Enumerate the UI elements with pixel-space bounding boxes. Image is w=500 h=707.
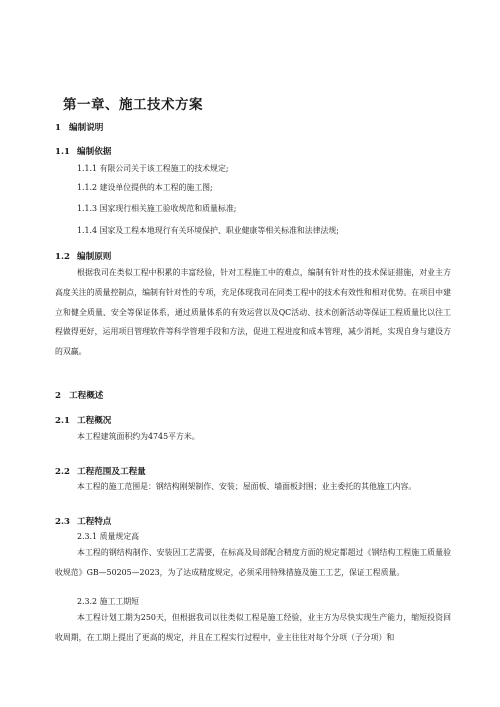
section-title: 工程范围及工程量 (77, 467, 146, 477)
paragraph-scope: 本工程的施工范围是：钢结构刚架制作、安装；屋面板、墙面板封围；业主委托的其他施工内容。 (77, 482, 417, 491)
section-number: 2.3 (55, 517, 70, 527)
section-heading-1-2 (55, 250, 111, 262)
paragraph-principles: 根据我司在类似工程中积累的丰富经验，针对工程施工中的难点，编制有针对性的技术保证措施，对业主方高度关注的质量控制点，编制有针对性的专项，充足体现我司在同类工程中的技术有效性和相对优势。在项目中建立和健全质量、安全等保证体系，通过质量体系的有效运营以及QC活动、技术创新活动等保证工程质量比以往工程做得更好，运用项目管理软件等科学管理手段和方法，促进工程进度和成本管理，减少消耗，实现自身与建设方的双赢。 (55, 268, 451, 357)
chapter-title: 第一章、施工技术方案 (63, 97, 203, 113)
paragraph-overview: 本工程建筑面积约为4745平方米。 (77, 432, 200, 441)
section-heading-1 (55, 121, 103, 133)
section-title: 工程概述 (69, 391, 104, 401)
section-number: 2.2 (55, 467, 70, 477)
subsection-title: 2.3.1 质量规定高 (77, 532, 140, 541)
subsection-title: 2.3.2 施工工期短 (77, 597, 140, 606)
list-item: 1.1.3 国家现行相关施工验收规范和质量标准; (77, 204, 237, 213)
section-number: 1.2 (55, 252, 70, 262)
section-heading-2-1 (55, 414, 111, 426)
section-number: 1 (55, 123, 61, 133)
section-number: 2.1 (55, 416, 70, 426)
section-heading-2 (55, 389, 103, 401)
section-number: 2 (55, 391, 61, 401)
list-item: 1.1.1 有限公司关于该工程施工的技术规定; (77, 164, 229, 173)
paragraph-schedule: 本工程计划工期为250天，但根据我司以往类似工程是施工经验，业主方为尽快实现生产能力，缩短投资回收周期，在工期上提出了更高的规定，并且在工程实行过程中，业主往往对每个分项（子分项）和 (55, 613, 451, 642)
list-item: 1.1.2 建设单位提供的本工程的施工图; (77, 183, 213, 192)
section-heading-1-1 (55, 145, 111, 157)
paragraph-quality: 本工程的钢结构制作、安装因工艺需要，在标高及局部配合精度方面的规定都超过《钢结构工程施工质量验收规范》GB—50205—2023，为了达成精度规定，必须采用特殊措施及施工工艺，保证工程质量。 (55, 548, 451, 577)
section-title: 编制依据 (77, 147, 112, 157)
section-title: 编制说明 (69, 123, 104, 133)
section-title: 工程特点 (77, 517, 112, 527)
section-title: 工程概况 (77, 416, 112, 426)
section-heading-2-3 (55, 515, 111, 527)
section-heading-2-2 (55, 465, 146, 477)
list-item: 1.1.4 国家及工程本地现行有关环境保护、职业健康等相关标准和法律法规; (77, 226, 339, 235)
section-number: 1.1 (55, 147, 70, 157)
section-title: 编制原则 (77, 252, 112, 262)
